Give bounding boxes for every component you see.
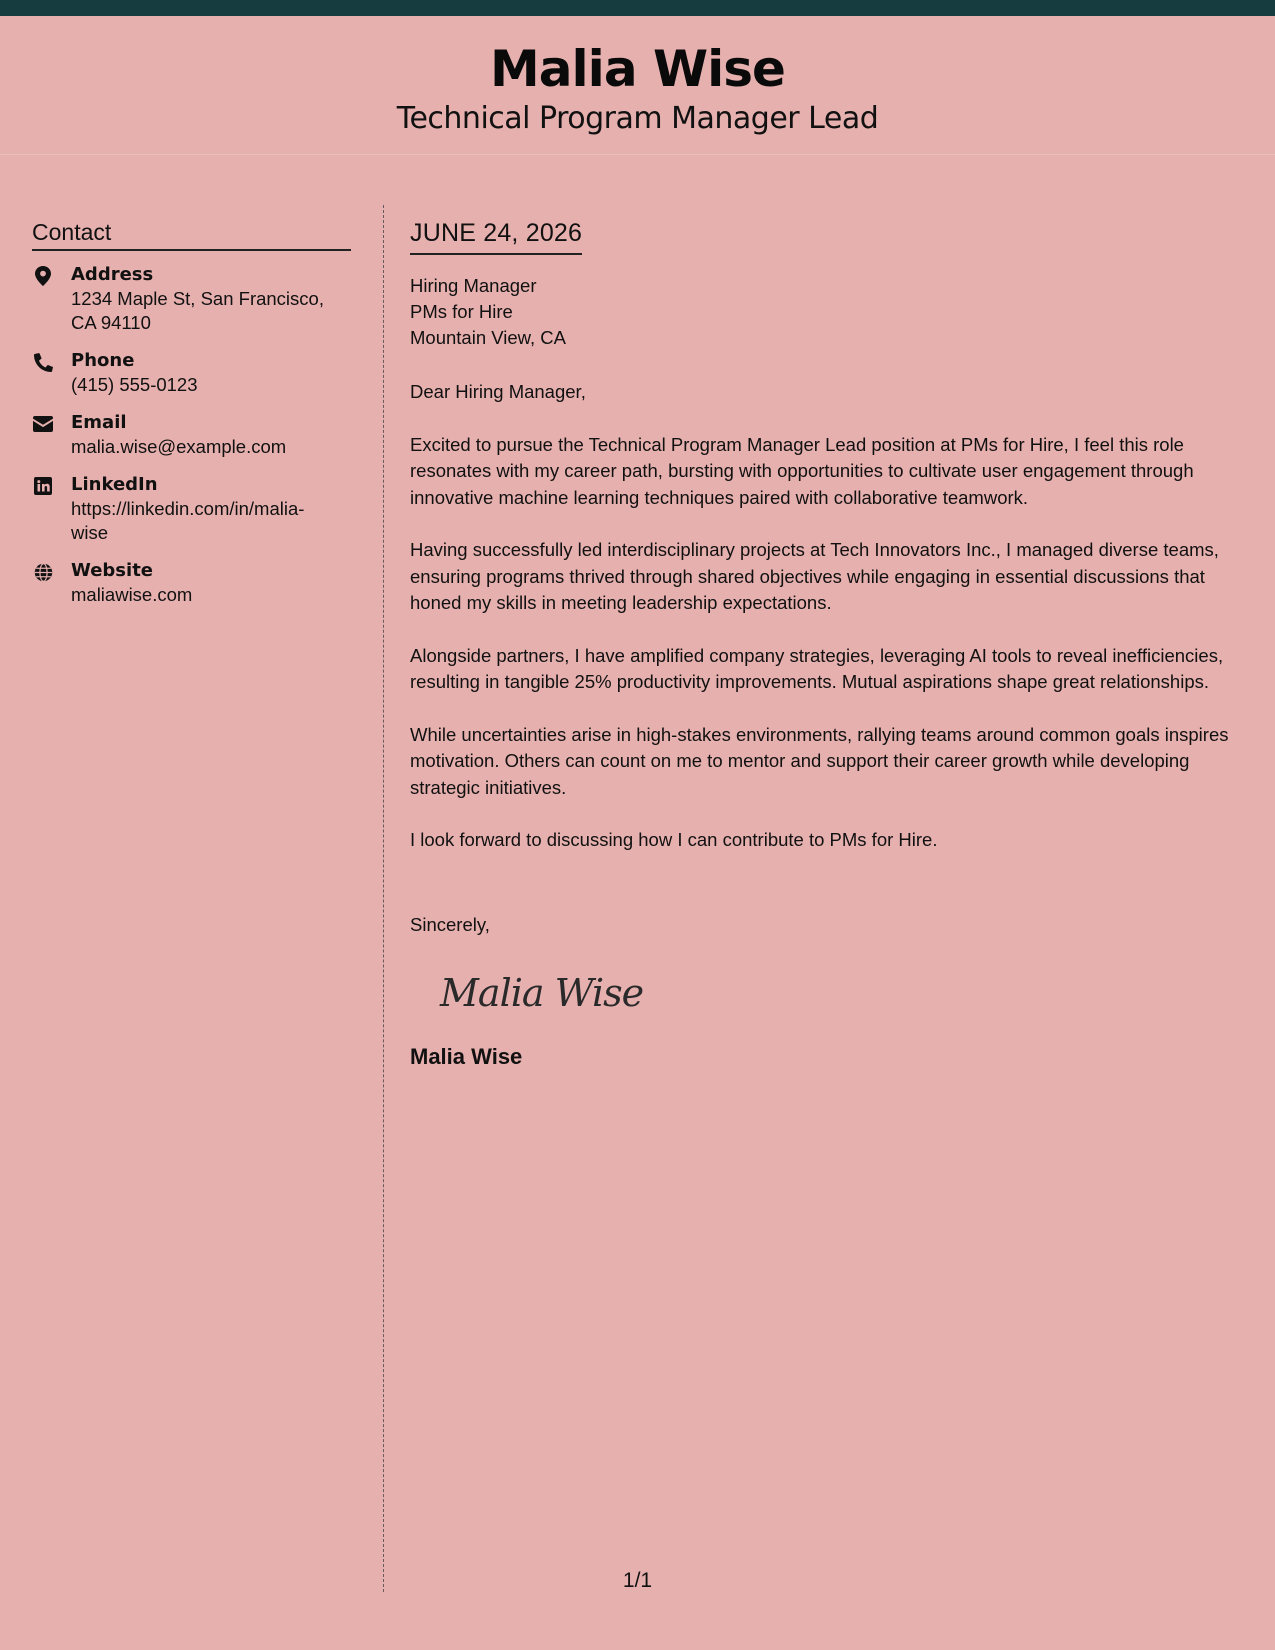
job-title: Technical Program Manager Lead (396, 101, 879, 136)
linkedin-icon (32, 475, 54, 497)
address-label: Address (71, 264, 154, 286)
linkedin-label: LinkedIn (71, 474, 158, 496)
contact-email (32, 411, 351, 459)
phone-icon (32, 351, 54, 373)
contact-heading: Contact (32, 220, 351, 251)
envelope-icon (32, 413, 54, 435)
contact-sidebar (32, 220, 351, 621)
email-label: Email (71, 412, 127, 434)
applicant-name: Malia Wise (490, 40, 785, 98)
column-divider (383, 205, 384, 1592)
contact-address (32, 263, 351, 335)
paragraph: Excited to pursue the Technical Program Manager Lead position at PMs for Hire, I feel this role resonates with my career path, bursting with opportunities to cultivate user engagement through innovative machine learning techniques paired with collaborative teamwork. (410, 433, 1194, 508)
globe-icon (32, 561, 54, 583)
phone-label: Phone (71, 350, 135, 372)
page-number: 1/1 (622, 1569, 653, 1592)
recipient-location: Mountain View, CA (410, 327, 566, 348)
contact-phone (32, 349, 351, 397)
signer-name: Malia Wise (410, 1044, 523, 1069)
top-accent-bar (0, 0, 1275, 16)
recipient-line: Hiring Manager (410, 275, 537, 296)
contact-linkedin (32, 473, 351, 545)
website-value: maliawise.com (71, 584, 193, 606)
address-value: 1234 Maple St, San Francisco, CA 94110 (71, 288, 324, 334)
recipient-company: PMs for Hire (410, 301, 513, 322)
paragraph: While uncertainties arise in high-stakes environments, rallying teams around common goals inspires motivation. Others can count on me to mentor and support their career growth while developing strategic initiatives. (410, 723, 1229, 798)
paragraph: Alongside partners, I have amplified company strategies, leveraging AI tools to reveal inefficiencies, resulting in tangible 25% productivity improvements. Mutual aspirations shape great relationships. (410, 644, 1224, 692)
linkedin-value: https://linkedin.com/in/malia-wise (71, 498, 305, 544)
recipient-block (410, 273, 1250, 351)
handwritten-signature: Malia Wise (440, 971, 644, 1015)
map-pin-icon (32, 265, 54, 287)
paragraph: I look forward to discussing how I can contribute to PMs for Hire. (410, 829, 938, 850)
phone-value: (415) 555-0123 (71, 374, 198, 396)
website-label: Website (71, 560, 154, 582)
header (0, 16, 1275, 155)
paragraph: Having successfully led interdisciplinary projects at Tech Innovators Inc., I managed diverse teams, ensuring programs thrived through shared objectives while engaging in essential discussions that honed my skills in meeting leadership expectations. (410, 539, 1219, 613)
closing: Sincerely, (410, 913, 490, 935)
email-value: malia.wise@example.com (71, 436, 287, 458)
contact-website (32, 559, 351, 607)
letter-date: JUNE 24, 2026 (410, 218, 582, 255)
salutation: Dear Hiring Manager, (410, 381, 586, 402)
letter-body (410, 218, 1250, 1070)
